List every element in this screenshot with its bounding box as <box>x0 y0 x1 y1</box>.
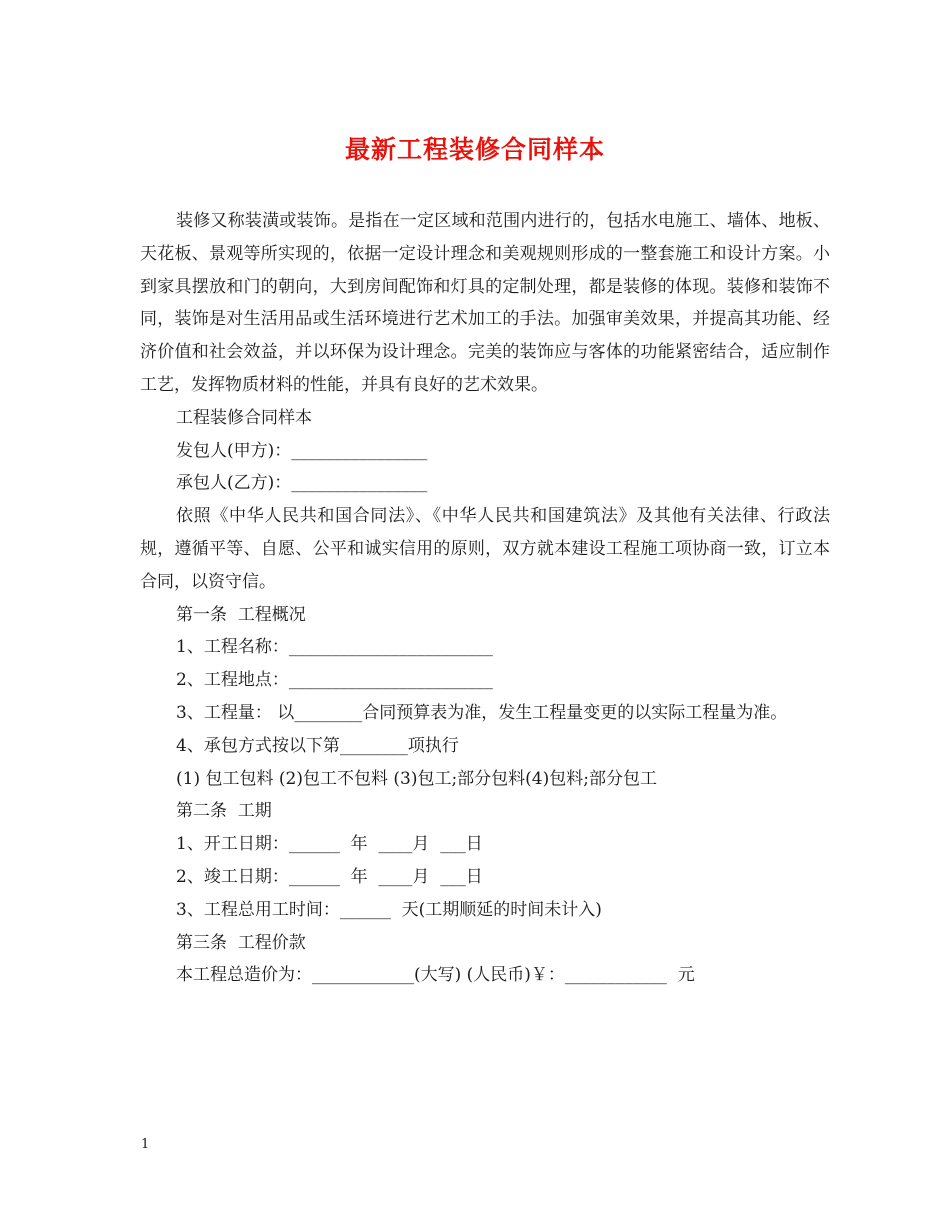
end-date-line: 2、竣工日期：______ 年 ____月 ___日 <box>176 866 483 887</box>
document-body <box>140 205 830 992</box>
article2-heading: 第二条 工期 <box>176 801 272 822</box>
duration-line: 3、工程总用工时间：______ 天(工期顺延的时间未计入) <box>176 899 602 920</box>
page-number: 1 <box>141 1137 150 1152</box>
document-title: 最新工程装修合同样本 <box>344 135 605 164</box>
article3-heading: 第三条 工程价款 <box>176 932 306 953</box>
sample-heading: 工程装修合同样本 <box>176 407 312 428</box>
contract-method-line: 4、承包方式按以下第________项执行 <box>176 735 459 756</box>
party-b-line: 承包人(乙方)：________________ <box>176 473 428 494</box>
total-price-line: 本工程总造价为：____________(大写) (人民币)￥：____________ 元 <box>176 965 695 986</box>
contract-options-line: (1) 包工包料 (2)包工不包料 (3)包工;部分包料(4)包料;部分包工 <box>176 768 657 789</box>
project-name-line: 1、工程名称：________________________ <box>176 637 493 658</box>
start-date-line: 1、开工日期：______ 年 ____月 ___日 <box>176 834 483 855</box>
intro-paragraph: 装修又称装潢或装饰。是指在一定区域和范围内进行的，包括水电施工、墙体、地板、天花板、景观等所实现的，依据一定设计理念和美观规则形成的一整套施工和设计方案。小到家具摆放和门的朝向，大到房间配饰和灯具的定制处理，都是装修的体现。装修和装饰不同，装饰是对生活用品或生活环境进行艺术加工的手法。加强审美效果，并提高其功能、经济价值和社会效益，并以环保为设计理念。完美的装饰应与客体的功能紧密结合，适应制作工艺，发挥物质材料的性能，并具有良好的艺术效果。 <box>140 211 830 395</box>
project-quantity-paragraph: 3、工程量： 以________合同预算表为准，发生工程量变更的以实际工程量为准。 <box>176 702 788 723</box>
project-location-line: 2、工程地点：________________________ <box>176 670 493 691</box>
party-a-line: 发包人(甲方)：________________ <box>176 440 428 461</box>
article1-heading: 第一条 工程概况 <box>176 604 306 625</box>
preamble-paragraph: 依照《中华人民共和国合同法》、《中华人民共和国建筑法》及其他有关法律、行政法规，遵循平等、自愿、公平和诚实信用的原则，双方就本建设工程施工项协商一致，订立本合同，以资守信。 <box>140 506 830 592</box>
